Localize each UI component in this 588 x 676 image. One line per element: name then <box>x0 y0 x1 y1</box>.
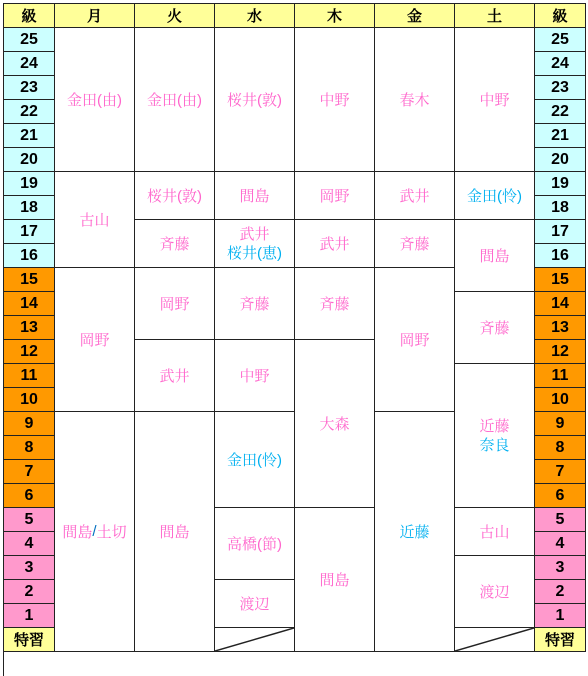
wed-class-16-17 <box>215 220 295 268</box>
footer-label-left: 特習 <box>4 628 55 652</box>
level-label-right: 20 <box>535 148 586 172</box>
level-label-right: 14 <box>535 292 586 316</box>
wed-class-10-12: 中野 <box>215 340 295 412</box>
level-label-left: 24 <box>4 52 55 76</box>
level-label-left: 3 <box>4 556 55 580</box>
header-day-sat: 土 <box>455 4 535 28</box>
level-label-left: 4 <box>4 532 55 556</box>
level-label-right: 22 <box>535 100 586 124</box>
level-label-left: 20 <box>4 148 55 172</box>
fri-class-20-25: 春木 <box>375 28 455 172</box>
sat-teacher-2: 奈良 <box>479 436 510 454</box>
level-label-right: 9 <box>535 412 586 436</box>
level-label-right: 21 <box>535 124 586 148</box>
header-day-tue: 火 <box>135 4 215 28</box>
mon-separator: / <box>92 523 97 540</box>
tue-class-16-17: 斉藤 <box>135 220 215 268</box>
level-label-right: 11 <box>535 364 586 388</box>
wed-class-20-25: 桜井(敦) <box>215 28 295 172</box>
level-label-left: 2 <box>4 580 55 604</box>
wed-teacher-2: 桜井(恵) <box>227 244 282 262</box>
wed-class-6-9: 金田(怜) <box>215 412 295 508</box>
level-label-left: 18 <box>4 196 55 220</box>
level-label-right: 10 <box>535 388 586 412</box>
level-label-left: 12 <box>4 340 55 364</box>
sat-class-20-25: 中野 <box>455 28 535 172</box>
mon-class-16-19: 古山 <box>55 172 135 268</box>
level-label-right: 3 <box>535 556 586 580</box>
level-label-left: 25 <box>4 28 55 52</box>
mon-teacher-1: 間島 <box>62 524 93 541</box>
level-label-right: 16 <box>535 244 586 268</box>
tue-class-18-19: 桜井(敦) <box>135 172 215 220</box>
level-label-right: 13 <box>535 316 586 340</box>
level-label-left: 17 <box>4 220 55 244</box>
level-label-left: 21 <box>4 124 55 148</box>
tue-class-20-25: 金田(由) <box>135 28 215 172</box>
sat-class-4-5: 古山 <box>455 508 535 556</box>
level-label-left: 23 <box>4 76 55 100</box>
level-label-right: 12 <box>535 340 586 364</box>
wed-class-3-5: 高橋(節) <box>215 508 295 580</box>
header-level: 級 <box>4 4 55 28</box>
level-label-right: 25 <box>535 28 586 52</box>
footer-label-right: 特習 <box>535 628 586 652</box>
level-label-right: 7 <box>535 460 586 484</box>
level-label-left: 16 <box>4 244 55 268</box>
level-label-left: 7 <box>4 460 55 484</box>
level-label-right: 5 <box>535 508 586 532</box>
diagonal-line <box>215 628 294 651</box>
sat-class-1-3: 渡辺 <box>455 556 535 628</box>
level-label-left: 6 <box>4 484 55 508</box>
wed-teacher-1: 武井 <box>239 225 270 243</box>
mon-class-10-15: 岡野 <box>55 268 135 412</box>
level-label-right: 15 <box>535 268 586 292</box>
level-label-right: 18 <box>535 196 586 220</box>
fri-class-16-17: 斉藤 <box>375 220 455 268</box>
diagonal-line <box>455 628 534 651</box>
sat-class-15-17: 間島 <box>455 220 535 292</box>
mon-class-special-9 <box>55 412 135 652</box>
level-label-left: 15 <box>4 268 55 292</box>
level-label-left: 13 <box>4 316 55 340</box>
level-label-right: 2 <box>535 580 586 604</box>
level-label-left: 9 <box>4 412 55 436</box>
header-day-wed: 水 <box>215 4 295 28</box>
level-label-right: 24 <box>535 52 586 76</box>
level-label-left: 11 <box>4 364 55 388</box>
thu-class-special-5: 間島 <box>295 508 375 652</box>
sat-empty-special <box>455 628 535 652</box>
thu-class-18-19: 岡野 <box>295 172 375 220</box>
wed-empty-special <box>215 628 295 652</box>
tue-class-13-15: 岡野 <box>135 268 215 340</box>
header-day-thu: 木 <box>295 4 375 28</box>
sat-teacher-1: 近藤 <box>479 417 510 435</box>
level-label-right: 6 <box>535 484 586 508</box>
level-label-left: 8 <box>4 436 55 460</box>
level-label-left: 1 <box>4 604 55 628</box>
sat-class-12-14: 斉藤 <box>455 292 535 364</box>
thu-class-20-25: 中野 <box>295 28 375 172</box>
level-label-right: 1 <box>535 604 586 628</box>
level-label-left: 14 <box>4 292 55 316</box>
fri-class-10-15: 岡野 <box>375 268 455 412</box>
header-day-mon: 月 <box>55 4 135 28</box>
thu-class-13-15: 斉藤 <box>295 268 375 340</box>
fri-class-special-9: 近藤 <box>375 412 455 652</box>
mon-class-20-25: 金田(由) <box>55 28 135 172</box>
level-label-right: 19 <box>535 172 586 196</box>
wed-class-18-19: 間島 <box>215 172 295 220</box>
level-label-left: 19 <box>4 172 55 196</box>
thu-class-6-12: 大森 <box>295 340 375 508</box>
tue-class-special-9: 間島 <box>135 412 215 652</box>
level-label-right: 23 <box>535 76 586 100</box>
header-day-fri: 金 <box>375 4 455 28</box>
level-label-left: 22 <box>4 100 55 124</box>
sat-class-6-11 <box>455 364 535 508</box>
level-label-left: 5 <box>4 508 55 532</box>
level-label-left: 10 <box>4 388 55 412</box>
thu-class-16-17: 武井 <box>295 220 375 268</box>
mon-teacher-2: 土切 <box>96 524 127 541</box>
tue-class-10-12: 武井 <box>135 340 215 412</box>
wed-class-13-15: 斉藤 <box>215 268 295 340</box>
fri-class-18-19: 武井 <box>375 172 455 220</box>
level-label-right: 17 <box>535 220 586 244</box>
schedule-grid <box>3 3 586 676</box>
level-label-right: 4 <box>535 532 586 556</box>
header-level-right: 級 <box>535 4 586 28</box>
level-label-right: 8 <box>535 436 586 460</box>
wed-class-1-2: 渡辺 <box>215 580 295 628</box>
sat-class-18-19: 金田(怜) <box>455 172 535 220</box>
